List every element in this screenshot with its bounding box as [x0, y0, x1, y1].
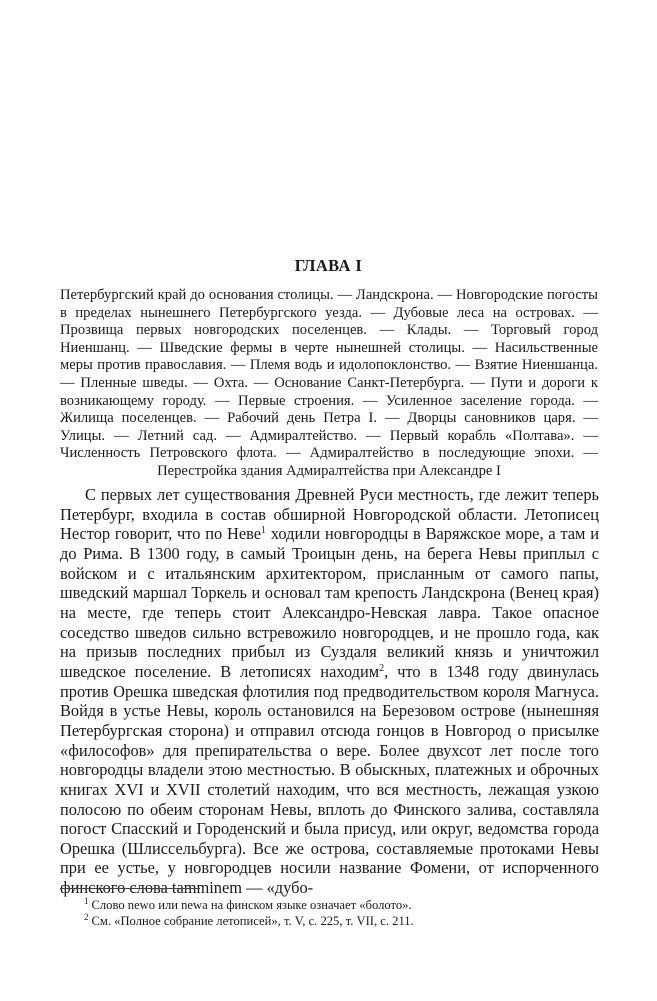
footnote-number: 2	[84, 912, 89, 922]
footnote-divider	[60, 888, 200, 889]
footnotes	[60, 888, 599, 929]
footnote-2	[60, 913, 599, 929]
footnote-number: 1	[84, 896, 89, 906]
footnote-text: См. «Полное собрание летописей», т. V, с. 225, т. VII, с. 211.	[91, 914, 414, 928]
chapter-summary: Петербургский край до основания столицы. — Ландскрона. — Новгородские погосты в пределах нынешнего Петербургского уезда. — Дубовые леса на островах. — Прозвища первых новгородских поселенцев. — Клады. — Торговый город Ниеншанц. — Шведские фермы в черте нынешней столицы. — Насильственные меры против православия. — Племя водь и идолопоклонство. — Взятие Ниеншанца. — Пленные шведы. — Охта. — Основание Санкт-Петербурга. — Пути и дороги к возникающему городу. — Первые строения. — Усиленное заселение города. — Жилища поселенцев. — Рабочий день Петра I. — Дворцы сановников царя. — Улицы. — Летний сад. — Адмиралтейство. — Первый корабль «Полтава». — Численность Петровского флота. — Адмиралтейство в последующие эпохи. — Перестройка здания Адмиралтейства при Александре I	[60, 287, 598, 479]
body-text-part-1: С первых лет существования Древней Руси местность, где лежит теперь Петербург, входила в состав обширной Новгородской области. Летописец Нестор говорит, что по Неве	[60, 485, 599, 544]
footnote-ref-2[interactable]: 2	[379, 662, 385, 674]
footnote-1	[60, 897, 599, 913]
body-text-part-3: , что в 1348 году двинулась против Орешка шведская флотилия под предводительством короля Магнуса. Войдя в устье Невы, король остановился на Березовом острове (нынешняя Петербургская сторона) и отправил отсюда гонцов в Новгород о присылке «философов» для препирательства о вере. Более двухсот лет после того новгородцы владели этою местностью. В обыскных, платежных и оброчных книгах XVI и XVII столетий находим, что вся местность, лежащая узкою полосою по обеим сторонам Невы, вплоть до Финского залива, составляла погост Спасский и Городенский и была присуд, или округ, ведомства города Орешка (Шлиссельбурга). Все же острова, составляемые протоками Невы при ее устье, у новгородцев носили название Фомени, от испорченного финского слова tamminem — «дубо-	[60, 661, 600, 898]
footnote-ref-1[interactable]: 1	[261, 525, 267, 537]
chapter-title: ГЛАВА I	[294, 256, 363, 275]
body-paragraph	[60, 485, 599, 898]
body-text-part-2: ходили новгородцы в Варяжское море, а там и до Рима. В 1300 году, в самый Троицын день, на берега Невы приплыл с войском и с итальянским архитектором, присланным от самого папы, шведский маршал Торкель и основал там крепость Ландскрона (Венец края) на месте, где теперь стоит Александро-Невская лавра. Такое опасное соседство шведов сильно встревожило новгородцев, и не прошло года, как на призыв последних прибыл из Суздаля великий князь и уничтожил шведское поселение. В летописях находим	[60, 524, 599, 681]
footnote-text: Слово newo или newa на финском языке означает «болото».	[91, 898, 412, 912]
